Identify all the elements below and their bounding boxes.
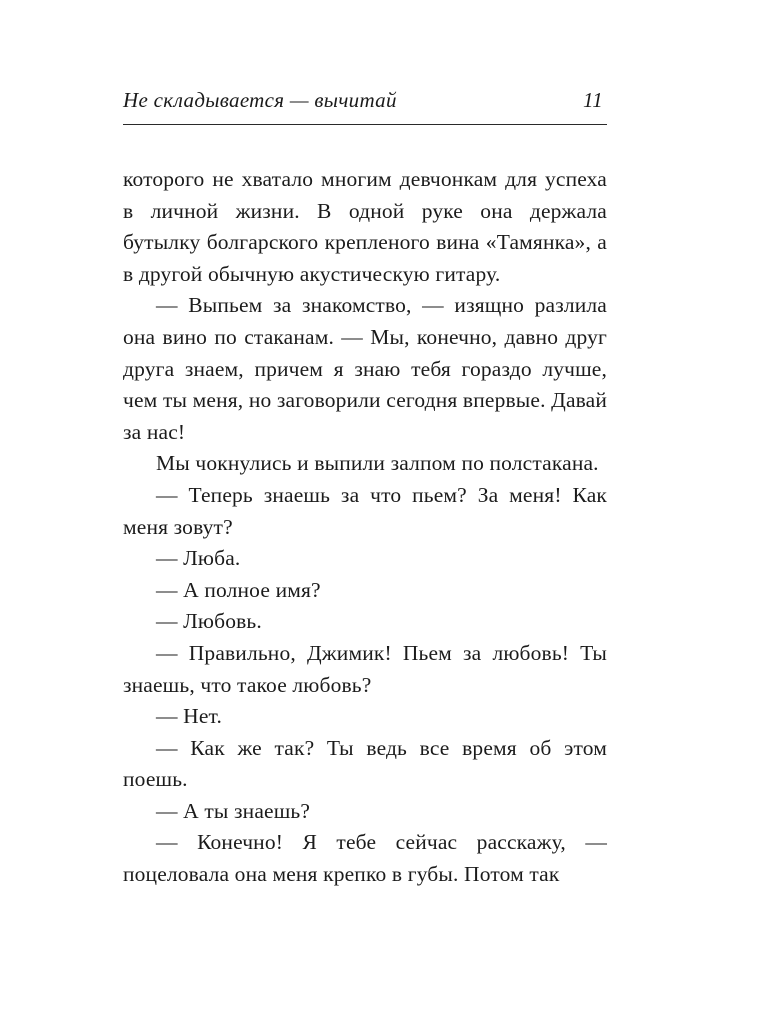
paragraph: — А полное имя? [156, 577, 321, 602]
paragraph: Мы чокнулись и выпили залпом по полстакана. [156, 451, 599, 476]
page-number: 11 [582, 88, 603, 112]
paragraph: — Люба. [156, 546, 241, 571]
running-head [123, 88, 607, 125]
paragraph: — Нет. [156, 704, 222, 729]
paragraph: — Любовь. [156, 609, 262, 634]
paragraph: — Теперь знаешь за что пьем? За меня! Как меня зовут? [123, 482, 607, 539]
paragraph: которого не хватало многим девчонкам для успеха в личной жизни. В одной руке она держала бутылку болгарского крепленого вина «Тамянка», а в другой обычную акустическую гитару. [123, 167, 607, 286]
paragraph: — Как же так? Ты ведь все время об этом поешь. [123, 735, 607, 792]
running-title: Не складывается — вычитай [123, 88, 397, 112]
page-content [123, 88, 607, 891]
paragraph: — Правильно, Джимик! Пьем за любовь! Ты знаешь, что такое любовь? [123, 640, 607, 697]
paragraph: — Конечно! Я тебе сейчас расскажу, — поцеловала она меня крепко в губы. Потом так [123, 830, 607, 887]
paragraph: — А ты знаешь? [156, 798, 311, 823]
paragraph: — Выпьем за знакомство, — изящно разлила она вино по стаканам. — Мы, конечно, давно друг друга знаем, причем я знаю тебя гораздо лучше, чем ты меня, но заговорили сегодня впервые. Давай за нас! [123, 293, 607, 444]
text-body [123, 164, 607, 891]
